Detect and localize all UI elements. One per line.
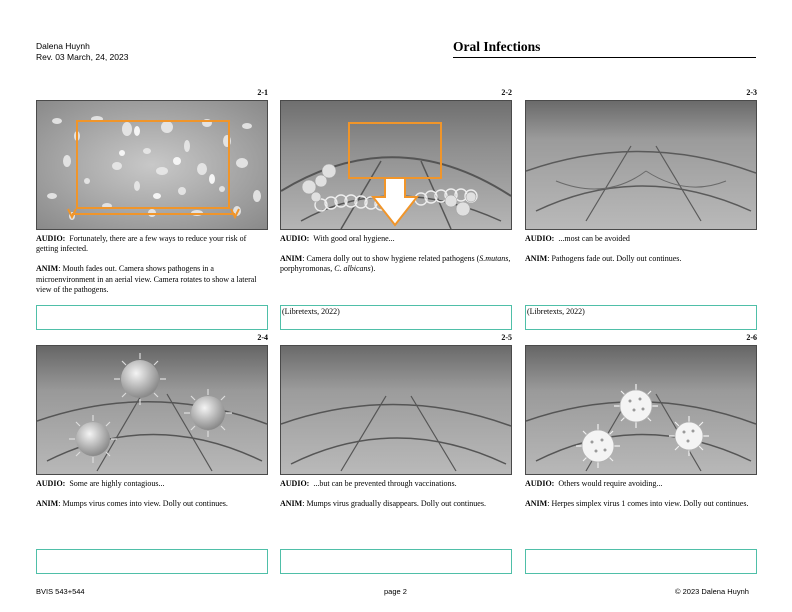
panel-script [525,479,757,519]
anim-text: : Pathogens fade out. Dolly out continues. [547,254,682,264]
anim-species-2: C. albicans [334,264,371,274]
reference-box [36,549,268,574]
author-name: Dalena Huynh [36,41,90,51]
panel-number: 2-2 [501,88,512,97]
reference-box [525,549,757,574]
anim-text: : Camera dolly out to show hygiene related pathogens ( [302,254,480,264]
audio-text: ...but can be prevented through vaccinations. [313,479,457,488]
mumps-virus-illustration [37,346,267,474]
audio-text: Some are highly contagious... [69,479,165,488]
anim-text-end: ). [370,264,376,274]
panel-frame-image [525,345,757,475]
audio-label: AUDIO: [525,234,555,243]
panel-number: 2-5 [501,333,512,342]
anim-species-1: S.mutans [479,254,509,264]
reference-box [36,305,268,330]
anim-label: ANIM [36,264,59,274]
tissue-surface-illustration [526,101,756,229]
panel-script [36,479,268,519]
title-underline [453,57,756,58]
anim-text: : Mumps virus comes into view. Dolly out continues. [58,499,228,509]
panel-number: 2-6 [746,333,757,342]
tissue-surface-illustration [281,346,511,474]
panel-number: 2-4 [257,333,268,342]
anim-label: ANIM [36,499,59,509]
footer-copyright: © 2023 Dalena Huynh [675,587,749,596]
anim-text: : Mouth fades out. Camera shows pathogens in a microenvironment in an aerial view. Camera rotates to show a lateral view of the pathogens. [36,264,257,294]
revision-date: Rev. 03 March, 24, 2023 [36,52,129,62]
reference-box [280,549,512,574]
reference-box [280,305,512,330]
footer-page-number: page 2 [384,587,407,596]
audio-text: Fortunately, there are a few ways to reduce your risk of getting infected. [36,234,247,254]
audio-label: AUDIO: [525,479,555,488]
reference-box [525,305,757,330]
audio-text: Others would require avoiding... [558,479,663,488]
panel-number: 2-1 [257,88,268,97]
panel-script [525,234,757,274]
panel-script [280,234,512,285]
panel-frame-image [36,100,268,230]
panel-frame-image [280,100,512,230]
anim-text: : Herpes simplex virus 1 comes into view. Dolly out continues. [547,499,749,509]
header-info [36,41,128,63]
hygiene-pathogens-illustration [281,101,511,229]
panel-frame-image [525,100,757,230]
panel-script [280,479,512,519]
anim-label: ANIM [280,254,303,264]
anim-label: ANIM [525,254,548,264]
anim-label: ANIM [525,499,548,509]
herpes-simplex-virus-illustration [526,346,756,474]
audio-text: ...most can be avoided [558,234,630,243]
reference-text: (Libretexts, 2022) [282,307,340,316]
page-title: Oral Infections [453,39,541,54]
panel-script [36,234,268,305]
audio-label: AUDIO: [280,479,310,488]
anim-text: : Mumps virus gradually disappears. Dolly out continues. [302,499,486,509]
audio-label: AUDIO: [280,234,310,243]
pathogen-aerial-illustration [37,101,267,229]
panel-number: 2-3 [746,88,757,97]
reference-text: (Libretexts, 2022) [527,307,585,316]
audio-label: AUDIO: [36,479,66,488]
anim-label: ANIM [280,499,303,509]
anim-text-mid: , porphyromonas, [280,254,511,274]
panel-frame-image [36,345,268,475]
audio-text: With good oral hygiene... [313,234,395,243]
footer-course: BVIS 543+544 [36,587,85,596]
audio-label: AUDIO: [36,234,66,243]
panel-frame-image [280,345,512,475]
